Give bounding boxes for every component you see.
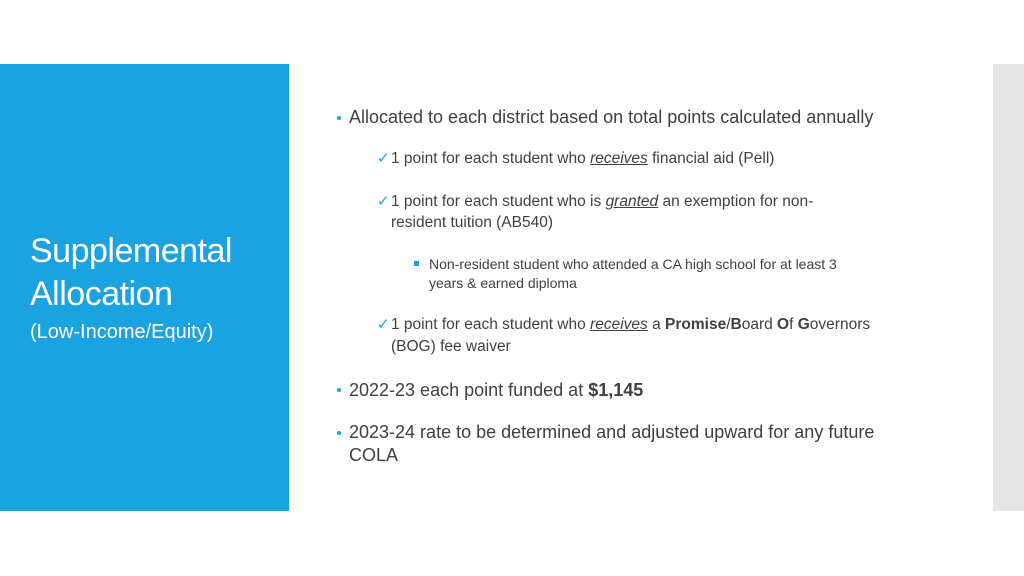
check-ab540-pre: 1 point for each student who is — [391, 193, 606, 210]
check-bog-overnors: overnors — [809, 316, 871, 333]
check-pell-pre: 1 point for each student who — [391, 150, 591, 167]
sub-item-line2: years & earned diploma — [429, 275, 577, 291]
check-bog-f: f — [789, 316, 798, 333]
title-line-1: Supplemental — [30, 232, 232, 270]
check-item-ab540 — [391, 191, 813, 212]
checkmark-icon: ✓ — [377, 150, 390, 167]
bullet-2023-24-line2: COLA — [349, 445, 399, 465]
check-bog-b: B — [730, 316, 742, 333]
check-bog-o: O — [777, 316, 790, 333]
checkmark-icon: ✓ — [377, 193, 390, 210]
title-subtitle: (Low-Income/Equity) — [30, 321, 214, 343]
check-ab540-post: an exemption for non- — [658, 193, 814, 210]
bullet-dot-icon — [337, 116, 341, 120]
sub-item-line1: Non-resident student who attended a CA high school for at least 3 — [429, 256, 837, 272]
check-bog-g: G — [797, 316, 810, 333]
bullet-2022-23 — [349, 379, 643, 402]
funding-text: 2022-23 each point funded at — [349, 380, 589, 400]
check-item-bog-line2: (BOG) fee waiver — [391, 338, 511, 355]
bullet-allocated: Allocated to each district based on total points calculated annually — [349, 107, 874, 127]
check-bog-slash: / — [726, 316, 731, 333]
check-bog-pre: 1 point for each student who — [391, 316, 591, 333]
check-bog-promise: Promise — [665, 316, 727, 333]
check-pell-em: receives — [590, 150, 648, 167]
funding-amount: $1,145 — [588, 380, 644, 400]
check-bog-mid: a — [647, 316, 666, 333]
check-bog-em: receives — [590, 316, 648, 333]
square-bullet-icon — [414, 261, 419, 266]
check-pell-post: financial aid (Pell) — [647, 150, 775, 167]
check-item-pell — [391, 148, 774, 169]
bullet-2023-24-line1: 2023-24 rate to be determined and adjusted upward for any future — [349, 422, 875, 442]
check-item-ab540-line2: resident tuition (AB540) — [391, 214, 553, 231]
check-ab540-em: granted — [605, 193, 659, 210]
title-line-2: Allocation — [30, 275, 173, 313]
check-item-bog — [391, 314, 870, 335]
check-bog-oard: oard — [741, 316, 778, 333]
checkmark-icon: ✓ — [377, 316, 390, 333]
bullet-dot-icon — [337, 431, 341, 435]
bullet-dot-icon — [337, 388, 341, 392]
